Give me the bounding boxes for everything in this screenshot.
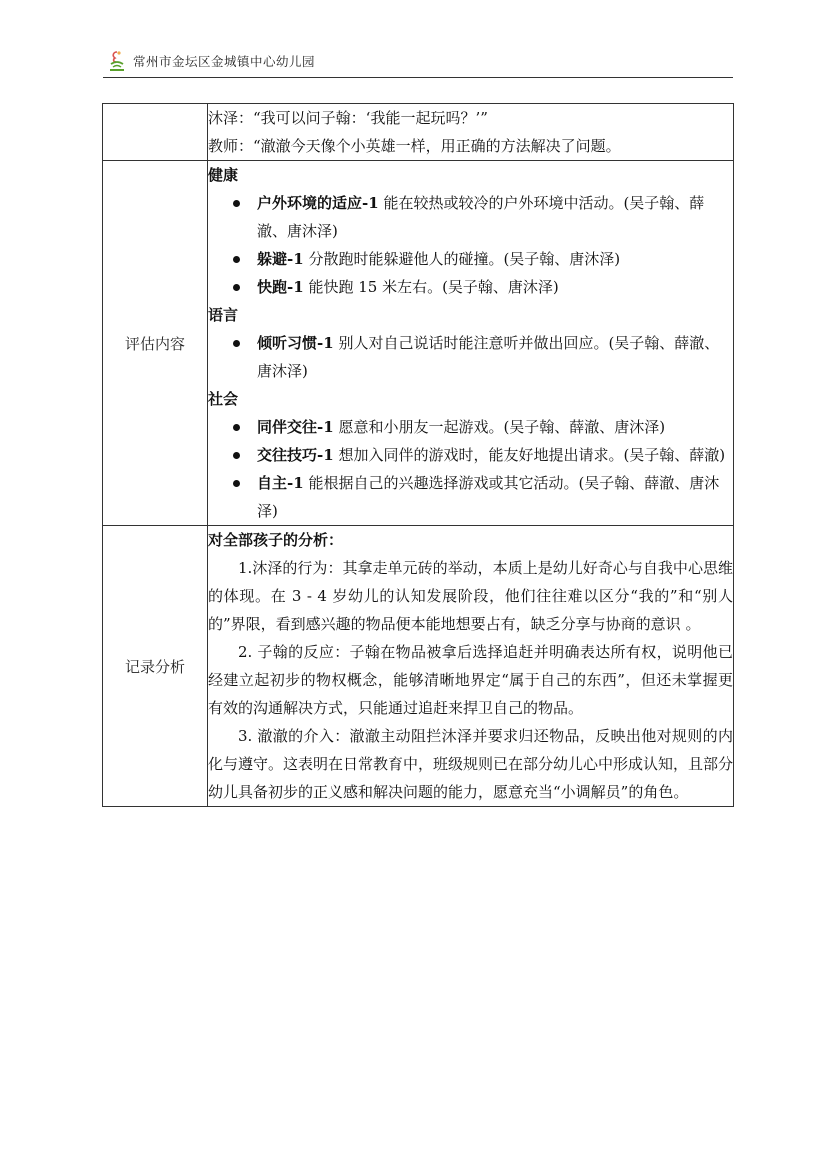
analysis-paragraph: 1.沐泽的行为：其拿走单元砖的举动，本质上是幼儿好奇心与自我中心思维的体现。在 3 - 4 岁幼儿的认知发展阶段，他们往往难以区分“我的”和“别人的”界限，看到感兴趣的物品便本能地想要占有，缺乏分享与协商的意识 。 (208, 559, 733, 633)
analysis-row (103, 526, 734, 807)
indicator-name: 倾听习惯-1 (257, 334, 334, 352)
indicator-text: 想加入同伴的游戏时，能友好地提出请求。(吴子翰、薛澈) (333, 446, 726, 464)
indicator-text: 愿意和小朋友一起游戏。(吴子翰、薛澈、唐沐泽) (333, 418, 666, 436)
indicator-item (232, 329, 733, 385)
evaluation-content (208, 161, 734, 526)
analysis-paragraph: 2. 子翰的反应：子翰在物品被拿后选择追赶并明确表达所有权，说明他已经建立起初步的物权概念，能够清晰地界定“属于自己的东西”，但还未掌握更有效的沟通解决方式，只能通过追赶来捍卫自己的物品。 (208, 643, 733, 717)
observation-record-table (102, 103, 734, 807)
domain-title: 社会 (208, 390, 239, 408)
indicator-text: 能根据自己的兴趣选择游戏或其它活动。(吴子翰、薛澈、唐沐泽) (257, 474, 720, 520)
indicator-text: 别人对自己说话时能注意听并做出回应。(吴子翰、薛澈、唐沐泽) (257, 334, 720, 380)
dialogue-line: 沐泽：“我可以问子翰：‘我能一起玩吗？’” (208, 109, 488, 127)
analysis-label: 记录分析 (103, 526, 208, 807)
indicator-name: 同伴交往-1 (257, 418, 334, 436)
indicator-name: 躲避-1 (257, 250, 304, 268)
dialogue-row (103, 104, 734, 161)
indicator-list (208, 189, 733, 301)
dialogue-label-cell (103, 104, 208, 161)
indicator-item (232, 469, 733, 525)
indicator-name: 快跑-1 (257, 278, 304, 296)
kindergarten-logo-icon (107, 49, 127, 73)
analysis-paragraph: 3. 澈澈的介入：澈澈主动阻拦沐泽并要求归还物品，反映出他对规则的内化与遵守。这表明在日常教育中，班级规则已在部分幼儿心中形成认知，且部分幼儿具备初步的正义感和解决问题的能力，愿意充当“小调解员”的角色。 (208, 727, 734, 801)
indicator-item (232, 441, 733, 469)
indicator-list (208, 413, 733, 525)
indicator-name: 户外环境的适应-1 (257, 194, 379, 212)
indicator-item (232, 245, 733, 273)
indicator-item (232, 413, 733, 441)
indicator-text: 分散跑时能躲避他人的碰撞。(吴子翰、唐沐泽) (303, 250, 621, 268)
school-name: 常州市金坛区金城镇中心幼儿园 (133, 54, 316, 69)
domain-title: 语言 (208, 306, 239, 324)
page-header (103, 44, 733, 78)
indicator-text: 能快跑 15 米左右。(吴子翰、唐沐泽) (303, 278, 559, 296)
evaluation-label: 评估内容 (103, 161, 208, 526)
dialogue-cell (208, 104, 734, 161)
domain-title: 健康 (208, 166, 239, 184)
indicator-item (232, 189, 733, 245)
dialogue-line: 教师：“澈澈今天像个小英雄一样，用正确的方法解决了问题。 (208, 137, 621, 155)
evaluation-row (103, 161, 734, 526)
indicator-list (208, 329, 733, 385)
indicator-item (232, 273, 733, 301)
analysis-title: 对全部孩子的分析： (208, 531, 344, 549)
indicator-text: 能在较热或较冷的户外环境中活动。(吴子翰、薛澈、唐沐泽) (257, 194, 705, 240)
indicator-name: 自主-1 (257, 474, 304, 492)
analysis-content (208, 526, 734, 807)
indicator-name: 交往技巧-1 (257, 446, 334, 464)
